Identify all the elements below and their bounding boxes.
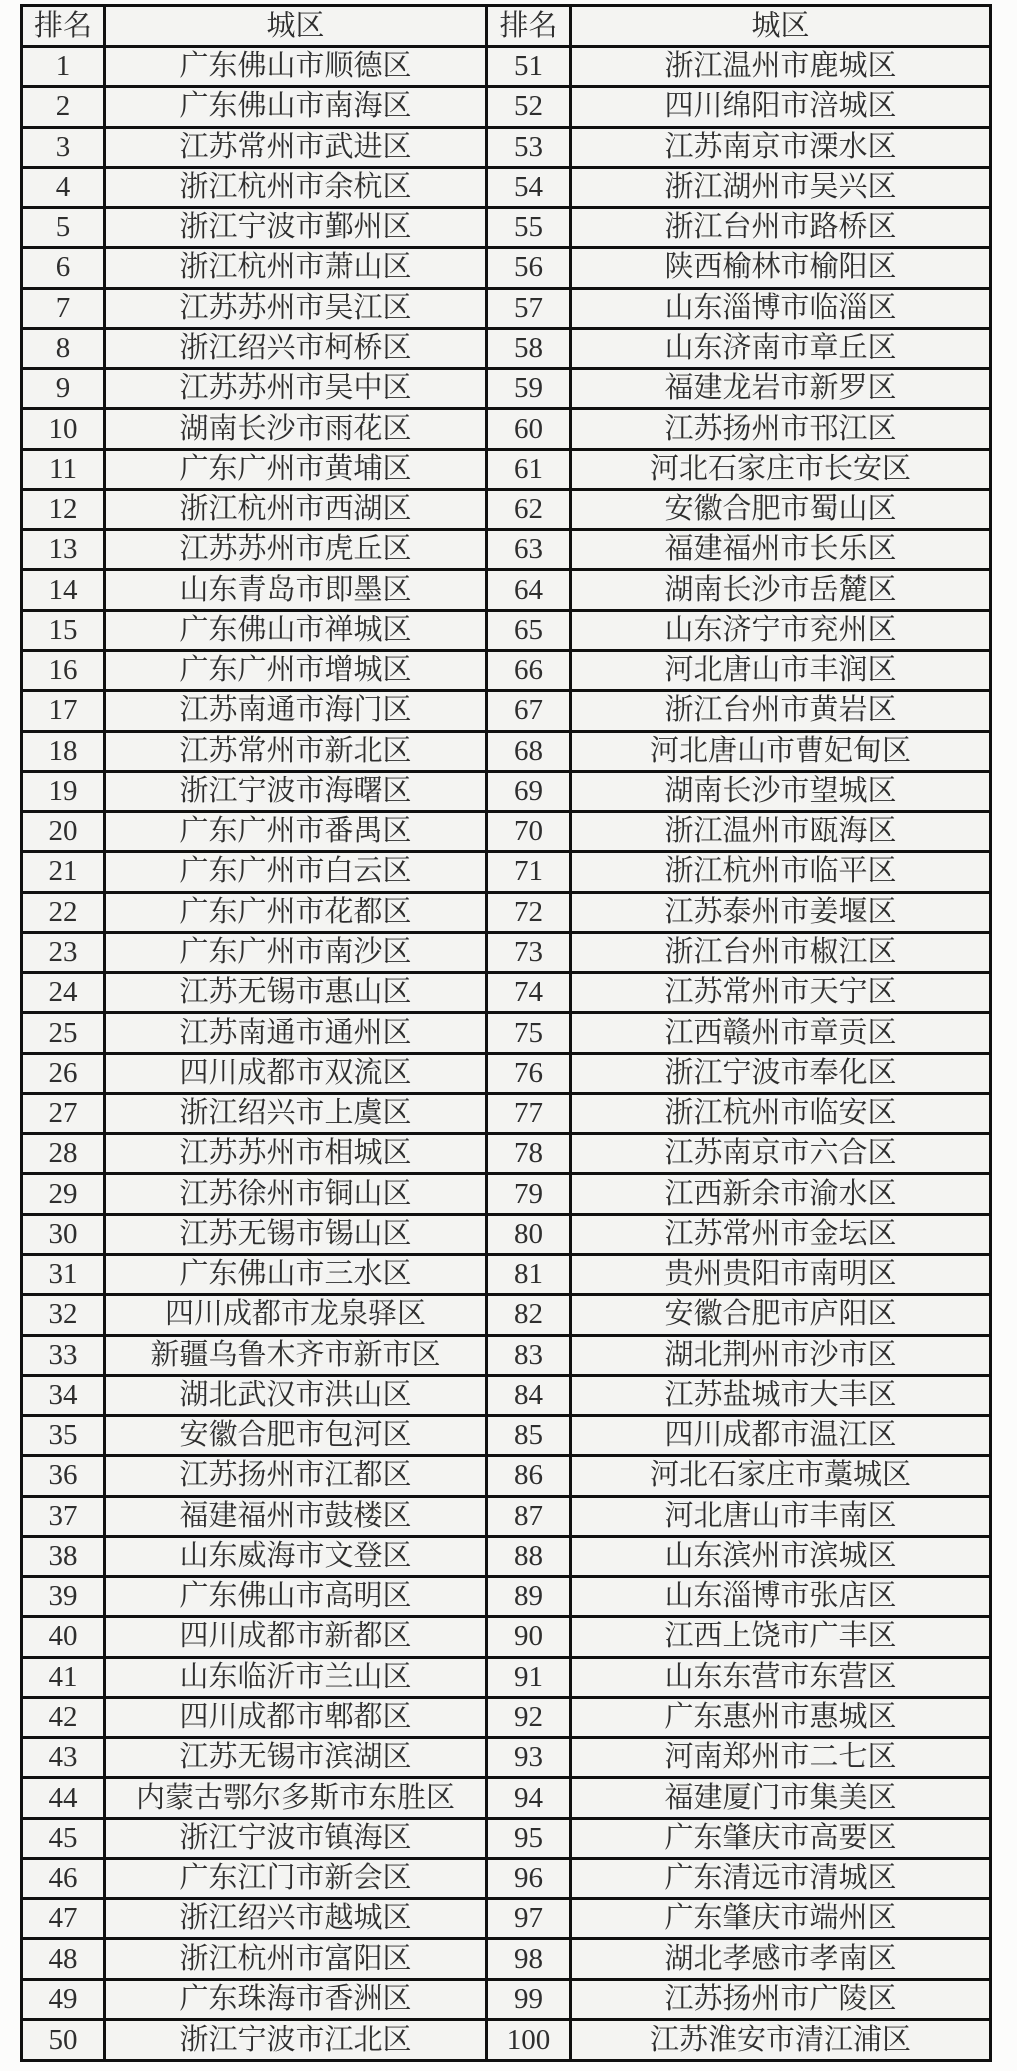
table-row — [22, 852, 991, 892]
rank-cell: 6 — [22, 248, 105, 288]
rank-cell: 65 — [487, 610, 571, 650]
rank-cell: 35 — [22, 1416, 105, 1456]
table-row — [22, 489, 991, 529]
rank-cell: 48 — [22, 1939, 105, 1979]
rank-cell: 43 — [22, 1738, 105, 1778]
rank-cell: 67 — [487, 691, 571, 731]
table-row — [22, 449, 991, 489]
district-cell: 江苏南京市六合区 — [571, 1134, 991, 1174]
table-row — [22, 328, 991, 368]
district-cell: 江苏扬州市江都区 — [105, 1456, 487, 1496]
rank-cell: 58 — [487, 328, 571, 368]
rank-cell: 18 — [22, 731, 105, 771]
table-row — [22, 1053, 991, 1093]
district-cell: 四川成都市双流区 — [105, 1053, 487, 1093]
table-row — [22, 1254, 991, 1294]
district-cell: 河北石家庄市藁城区 — [571, 1456, 991, 1496]
table-row — [22, 1496, 991, 1536]
rank-cell: 2 — [22, 87, 105, 127]
district-cell: 江苏南通市海门区 — [105, 691, 487, 731]
district-cell: 广东广州市南沙区 — [105, 932, 487, 972]
rank-cell: 40 — [22, 1617, 105, 1657]
district-cell: 江苏扬州市邗江区 — [571, 409, 991, 449]
district-cell: 广东广州市白云区 — [105, 852, 487, 892]
district-cell: 广东肇庆市端州区 — [571, 1899, 991, 1939]
table-row — [22, 570, 991, 610]
district-cell: 江苏苏州市吴江区 — [105, 288, 487, 328]
rank-cell: 9 — [22, 369, 105, 409]
table-row — [22, 1899, 991, 1939]
rank-cell: 23 — [22, 932, 105, 972]
district-cell: 江苏无锡市滨湖区 — [105, 1738, 487, 1778]
rank-cell: 44 — [22, 1778, 105, 1818]
rank-cell: 76 — [487, 1053, 571, 1093]
district-cell: 福建福州市长乐区 — [571, 530, 991, 570]
rank-cell: 64 — [487, 570, 571, 610]
rank-cell: 37 — [22, 1496, 105, 1536]
district-cell: 山东青岛市即墨区 — [105, 570, 487, 610]
district-cell: 安徽合肥市蜀山区 — [571, 489, 991, 529]
rank-cell: 74 — [487, 973, 571, 1013]
rank-cell: 70 — [487, 812, 571, 852]
rank-cell: 46 — [22, 1858, 105, 1898]
district-cell: 浙江绍兴市越城区 — [105, 1899, 487, 1939]
rank-cell: 98 — [487, 1939, 571, 1979]
rank-cell: 95 — [487, 1818, 571, 1858]
district-cell: 福建福州市鼓楼区 — [105, 1496, 487, 1536]
table-row — [22, 973, 991, 1013]
rank-cell: 26 — [22, 1053, 105, 1093]
table-row — [22, 1456, 991, 1496]
table-row — [22, 1858, 991, 1898]
district-cell: 广东佛山市三水区 — [105, 1254, 487, 1294]
district-cell: 江苏徐州市铜山区 — [105, 1174, 487, 1214]
rank-cell: 61 — [487, 449, 571, 489]
rank-cell: 59 — [487, 369, 571, 409]
district-cell: 广东佛山市禅城区 — [105, 610, 487, 650]
rank-cell: 29 — [22, 1174, 105, 1214]
district-cell: 浙江宁波市鄞州区 — [105, 208, 487, 248]
district-cell: 浙江杭州市西湖区 — [105, 489, 487, 529]
rank-cell: 55 — [487, 208, 571, 248]
district-cell: 浙江杭州市富阳区 — [105, 1939, 487, 1979]
table-row — [22, 1174, 991, 1214]
table-row — [22, 1577, 991, 1617]
district-cell: 江苏常州市金坛区 — [571, 1214, 991, 1254]
rank-cell: 52 — [487, 87, 571, 127]
rank-cell: 99 — [487, 1979, 571, 2019]
district-cell: 广东清远市清城区 — [571, 1858, 991, 1898]
rank-cell: 15 — [22, 610, 105, 650]
rank-cell: 38 — [22, 1536, 105, 1576]
district-cell: 江苏苏州市虎丘区 — [105, 530, 487, 570]
district-cell: 浙江湖州市吴兴区 — [571, 167, 991, 207]
table-row — [22, 167, 991, 207]
district-cell: 浙江杭州市余杭区 — [105, 167, 487, 207]
table-row — [22, 610, 991, 650]
district-cell: 山东淄博市临淄区 — [571, 288, 991, 328]
table-row — [22, 2020, 991, 2061]
table-row — [22, 1013, 991, 1053]
district-cell: 河南郑州市二七区 — [571, 1738, 991, 1778]
district-cell: 四川成都市郫都区 — [105, 1697, 487, 1737]
district-cell: 浙江温州市鹿城区 — [571, 47, 991, 87]
rank-cell: 82 — [487, 1295, 571, 1335]
table-row — [22, 530, 991, 570]
district-cell: 四川绵阳市涪城区 — [571, 87, 991, 127]
rank-cell: 96 — [487, 1858, 571, 1898]
district-cell: 广东广州市花都区 — [105, 892, 487, 932]
rank-cell: 11 — [22, 449, 105, 489]
district-cell: 浙江台州市路桥区 — [571, 208, 991, 248]
district-cell: 江苏苏州市相城区 — [105, 1134, 487, 1174]
district-cell: 四川成都市温江区 — [571, 1416, 991, 1456]
district-cell: 山东滨州市滨城区 — [571, 1536, 991, 1576]
rank-cell: 89 — [487, 1577, 571, 1617]
rank-cell: 22 — [22, 892, 105, 932]
district-cell: 广东佛山市高明区 — [105, 1577, 487, 1617]
district-cell: 江西上饶市广丰区 — [571, 1617, 991, 1657]
district-cell: 山东临沂市兰山区 — [105, 1657, 487, 1697]
district-ranking-table — [20, 4, 992, 2062]
rank-cell: 53 — [487, 127, 571, 167]
district-cell: 山东济南市章丘区 — [571, 328, 991, 368]
district-cell: 江苏泰州市姜堰区 — [571, 892, 991, 932]
table-row — [22, 369, 991, 409]
table-row — [22, 1979, 991, 2019]
district-cell: 安徽合肥市包河区 — [105, 1416, 487, 1456]
table-row — [22, 1536, 991, 1576]
rank-cell: 92 — [487, 1697, 571, 1737]
district-cell: 江苏盐城市大丰区 — [571, 1375, 991, 1415]
district-cell: 河北唐山市曹妃甸区 — [571, 731, 991, 771]
table-row — [22, 1738, 991, 1778]
table-row — [22, 812, 991, 852]
district-cell: 广东佛山市南海区 — [105, 87, 487, 127]
district-cell: 内蒙古鄂尔多斯市东胜区 — [105, 1778, 487, 1818]
table-row — [22, 87, 991, 127]
table-row — [22, 1617, 991, 1657]
table-row — [22, 892, 991, 932]
district-cell: 浙江绍兴市上虞区 — [105, 1093, 487, 1133]
rank-cell: 51 — [487, 47, 571, 87]
district-cell: 浙江宁波市海曙区 — [105, 771, 487, 811]
rank-cell: 91 — [487, 1657, 571, 1697]
table-row — [22, 127, 991, 167]
district-cell: 江苏淮安市清江浦区 — [571, 2020, 991, 2061]
table-row — [22, 731, 991, 771]
rank-cell: 7 — [22, 288, 105, 328]
rank-cell: 90 — [487, 1617, 571, 1657]
rank-cell: 36 — [22, 1456, 105, 1496]
district-cell: 四川成都市新都区 — [105, 1617, 487, 1657]
rank-cell: 84 — [487, 1375, 571, 1415]
table-row — [22, 1375, 991, 1415]
district-cell: 江苏苏州市吴中区 — [105, 369, 487, 409]
rank-cell: 50 — [22, 2020, 105, 2061]
rank-cell: 13 — [22, 530, 105, 570]
district-cell: 湖南长沙市岳麓区 — [571, 570, 991, 610]
table-row — [22, 1657, 991, 1697]
rank-cell: 66 — [487, 650, 571, 690]
rank-cell: 5 — [22, 208, 105, 248]
rank-cell: 85 — [487, 1416, 571, 1456]
table-row — [22, 1416, 991, 1456]
rank-cell: 24 — [22, 973, 105, 1013]
rank-cell: 71 — [487, 852, 571, 892]
rank-cell: 10 — [22, 409, 105, 449]
table-row — [22, 47, 991, 87]
district-cell: 广东江门市新会区 — [105, 1858, 487, 1898]
district-cell: 广东肇庆市高要区 — [571, 1818, 991, 1858]
rank-cell: 93 — [487, 1738, 571, 1778]
district-cell: 浙江绍兴市柯桥区 — [105, 328, 487, 368]
rank-cell: 54 — [487, 167, 571, 207]
district-cell: 浙江温州市瓯海区 — [571, 812, 991, 852]
district-cell: 广东佛山市顺德区 — [105, 47, 487, 87]
table-row — [22, 1134, 991, 1174]
table-row — [22, 650, 991, 690]
rank-cell: 97 — [487, 1899, 571, 1939]
district-cell: 广东广州市番禺区 — [105, 812, 487, 852]
rank-cell: 57 — [487, 288, 571, 328]
rank-cell: 79 — [487, 1174, 571, 1214]
district-cell: 浙江杭州市临安区 — [571, 1093, 991, 1133]
rank-cell: 45 — [22, 1818, 105, 1858]
district-cell: 浙江台州市黄岩区 — [571, 691, 991, 731]
district-cell: 河北唐山市丰润区 — [571, 650, 991, 690]
rank-cell: 94 — [487, 1778, 571, 1818]
rank-cell: 16 — [22, 650, 105, 690]
rank-cell: 33 — [22, 1335, 105, 1375]
rank-cell: 17 — [22, 691, 105, 731]
district-header-left: 城区 — [105, 6, 487, 47]
district-cell: 江苏南通市通州区 — [105, 1013, 487, 1053]
rank-cell: 8 — [22, 328, 105, 368]
district-cell: 广东广州市黄埔区 — [105, 449, 487, 489]
rank-cell: 27 — [22, 1093, 105, 1133]
rank-cell: 72 — [487, 892, 571, 932]
district-cell: 湖北荆州市沙市区 — [571, 1335, 991, 1375]
district-cell: 山东威海市文登区 — [105, 1536, 487, 1576]
rank-cell: 75 — [487, 1013, 571, 1053]
rank-cell: 1 — [22, 47, 105, 87]
district-cell: 广东广州市增城区 — [105, 650, 487, 690]
table-row — [22, 208, 991, 248]
district-cell: 广东惠州市惠城区 — [571, 1697, 991, 1737]
district-cell: 山东东营市东营区 — [571, 1657, 991, 1697]
rank-cell: 49 — [22, 1979, 105, 2019]
rank-cell: 4 — [22, 167, 105, 207]
district-cell: 贵州贵阳市南明区 — [571, 1254, 991, 1294]
district-cell: 陕西榆林市榆阳区 — [571, 248, 991, 288]
rank-cell: 21 — [22, 852, 105, 892]
district-cell: 江苏扬州市广陵区 — [571, 1979, 991, 2019]
district-cell: 河北唐山市丰南区 — [571, 1496, 991, 1536]
rank-cell: 80 — [487, 1214, 571, 1254]
table-row — [22, 248, 991, 288]
rank-cell: 78 — [487, 1134, 571, 1174]
district-cell: 广东珠海市香洲区 — [105, 1979, 487, 2019]
district-cell: 福建龙岩市新罗区 — [571, 369, 991, 409]
rank-cell: 20 — [22, 812, 105, 852]
table-row — [22, 1335, 991, 1375]
district-cell: 福建厦门市集美区 — [571, 1778, 991, 1818]
district-cell: 浙江杭州市萧山区 — [105, 248, 487, 288]
district-cell: 浙江宁波市江北区 — [105, 2020, 487, 2061]
table-row — [22, 691, 991, 731]
table-row — [22, 1295, 991, 1335]
table-row — [22, 932, 991, 972]
rank-cell: 30 — [22, 1214, 105, 1254]
district-cell: 江苏常州市天宁区 — [571, 973, 991, 1013]
rank-cell: 14 — [22, 570, 105, 610]
rank-cell: 87 — [487, 1496, 571, 1536]
district-cell: 河北石家庄市长安区 — [571, 449, 991, 489]
district-cell: 浙江杭州市临平区 — [571, 852, 991, 892]
district-cell: 湖北孝感市孝南区 — [571, 1939, 991, 1979]
table-row — [22, 1093, 991, 1133]
rank-cell: 19 — [22, 771, 105, 811]
district-cell: 江苏无锡市惠山区 — [105, 973, 487, 1013]
rank-header-left: 排名 — [22, 6, 105, 47]
district-cell: 安徽合肥市庐阳区 — [571, 1295, 991, 1335]
district-cell: 新疆乌鲁木齐市新市区 — [105, 1335, 487, 1375]
rank-cell: 56 — [487, 248, 571, 288]
rank-cell: 34 — [22, 1375, 105, 1415]
header-row — [22, 6, 991, 47]
district-cell: 江西赣州市章贡区 — [571, 1013, 991, 1053]
rank-cell: 77 — [487, 1093, 571, 1133]
table-row — [22, 1697, 991, 1737]
rank-cell: 69 — [487, 771, 571, 811]
district-cell: 江西新余市渝水区 — [571, 1174, 991, 1214]
rank-cell: 25 — [22, 1013, 105, 1053]
rank-cell: 28 — [22, 1134, 105, 1174]
district-cell: 山东济宁市兖州区 — [571, 610, 991, 650]
district-cell: 江苏南京市溧水区 — [571, 127, 991, 167]
rank-cell: 3 — [22, 127, 105, 167]
district-cell: 湖南长沙市望城区 — [571, 771, 991, 811]
rank-cell: 42 — [22, 1697, 105, 1737]
rank-cell: 62 — [487, 489, 571, 529]
district-cell: 江苏无锡市锡山区 — [105, 1214, 487, 1254]
table-row — [22, 771, 991, 811]
district-cell: 江苏常州市武进区 — [105, 127, 487, 167]
district-cell: 山东淄博市张店区 — [571, 1577, 991, 1617]
rank-cell: 68 — [487, 731, 571, 771]
district-cell: 湖北武汉市洪山区 — [105, 1375, 487, 1415]
rank-cell: 100 — [487, 2020, 571, 2061]
rank-cell: 32 — [22, 1295, 105, 1335]
rank-cell: 31 — [22, 1254, 105, 1294]
table-row — [22, 1818, 991, 1858]
rank-cell: 60 — [487, 409, 571, 449]
rank-header-right: 排名 — [487, 6, 571, 47]
table-row — [22, 1778, 991, 1818]
rank-cell: 81 — [487, 1254, 571, 1294]
rank-cell: 41 — [22, 1657, 105, 1697]
table-row — [22, 288, 991, 328]
district-cell: 江苏常州市新北区 — [105, 731, 487, 771]
table-row — [22, 1939, 991, 1979]
district-cell: 浙江宁波市镇海区 — [105, 1818, 487, 1858]
rank-cell: 83 — [487, 1335, 571, 1375]
rank-cell: 73 — [487, 932, 571, 972]
rank-cell: 39 — [22, 1577, 105, 1617]
rank-cell: 86 — [487, 1456, 571, 1496]
district-cell: 四川成都市龙泉驿区 — [105, 1295, 487, 1335]
district-header-right: 城区 — [571, 6, 991, 47]
district-cell: 浙江宁波市奉化区 — [571, 1053, 991, 1093]
district-cell: 浙江台州市椒江区 — [571, 932, 991, 972]
rank-cell: 12 — [22, 489, 105, 529]
rank-cell: 88 — [487, 1536, 571, 1576]
district-cell: 湖南长沙市雨花区 — [105, 409, 487, 449]
rank-cell: 47 — [22, 1899, 105, 1939]
table-row — [22, 409, 991, 449]
table-row — [22, 1214, 991, 1254]
rank-cell: 63 — [487, 530, 571, 570]
